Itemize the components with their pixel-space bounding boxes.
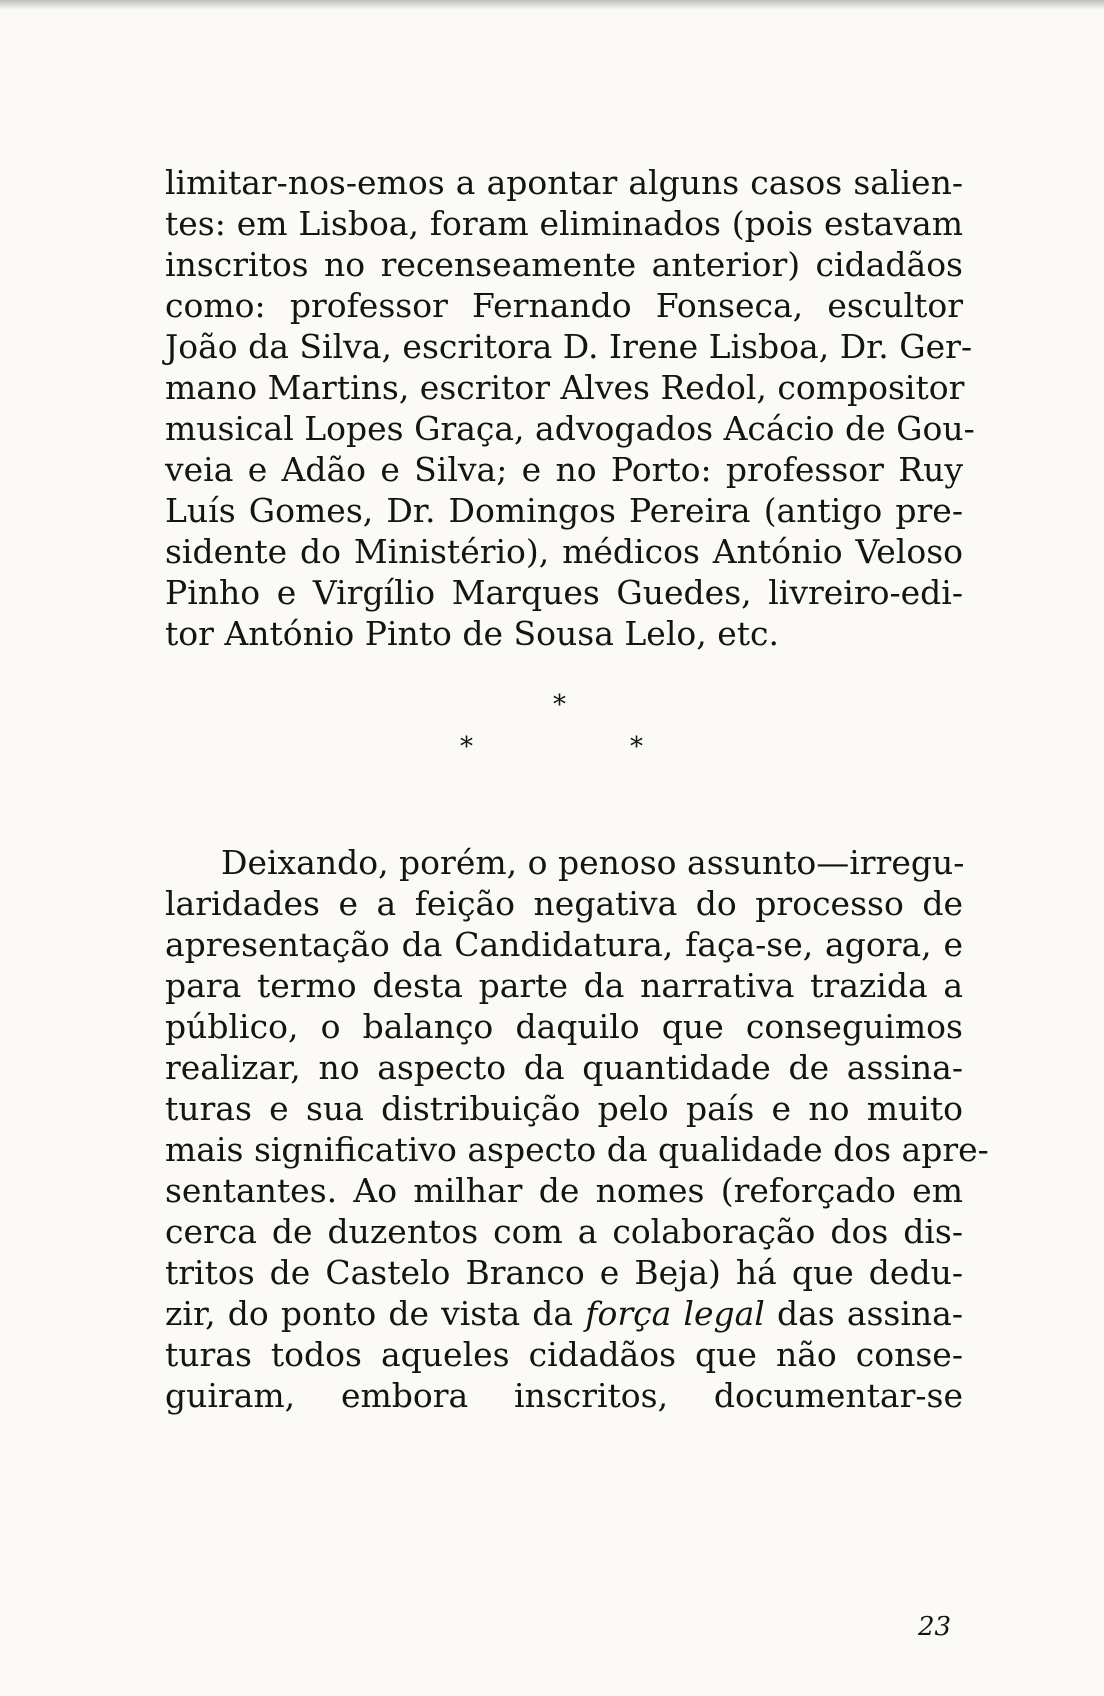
text-line: guiram, embora inscritos, documentar-se [165,1376,963,1415]
text-line: laridades e a feição negativa do processo de [165,884,963,923]
page-number: 23 [918,1612,952,1642]
text-line: musical Lopes Graça, advogados Acácio de Gou- [165,409,975,448]
text-line: Pinho e Virgílio Marques Guedes, livreiro-edi- [165,573,963,612]
page-top-edge [0,0,1104,10]
text-line: sidente do Ministério), médicos António Veloso [165,532,963,571]
text-line: turas todos aqueles cidadãos que não conse- [165,1335,963,1374]
text-line: mano Martins, escritor Alves Redol, compositor [165,368,965,407]
asterisk-icon: * [460,732,473,762]
asterisk-icon: * [630,732,643,762]
asterisk-icon: * [553,690,566,720]
text-fragment: zir, do ponto de vista da [165,1294,586,1333]
text-line-with-italic [165,1293,963,1334]
text-line: inscritos no recenseamente anterior) cidadãos [165,245,963,284]
text-line: tes: em Lisboa, foram eliminados (pois estavam [165,204,963,243]
text-line: Deixando, porém, o penoso assunto—irregu- [221,843,965,882]
text-line: João da Silva, escritora D. Irene Lisboa, Dr. Ger- [165,327,973,366]
paragraph-1 [165,162,975,654]
text-line: apresentação da Candidatura, faça-se, agora, e [165,925,963,964]
text-line: mais significativo aspecto da qualidade dos apre- [165,1130,989,1169]
text-line: sentantes. Ao milhar de nomes (reforçado em [165,1171,963,1210]
text-line: veia e Adão e Silva; e no Porto: professor Ruy [165,450,963,489]
paragraph-2 [165,842,989,1416]
text-line: limitar-nos-emos a apontar alguns casos salien- [165,163,963,202]
text-line: tor António Pinto de Sousa Lelo, etc. [165,614,779,653]
text-line: Luís Gomes, Dr. Domingos Pereira (antigo pre- [165,491,963,530]
text-fragment: das assina- [764,1294,963,1333]
text-line: realizar, no aspecto da quantidade de assina- [165,1048,963,1087]
text-line: cerca de duzentos com a colaboração dos dis- [165,1212,963,1251]
text-line: turas e sua distribuição pelo país e no muito [165,1089,963,1128]
text-line: tritos de Castelo Branco e Beja) há que dedu- [165,1253,963,1292]
text-line: para termo desta parte da narrativa trazida a [165,966,963,1005]
italic-emphasis: força legal [585,1294,765,1333]
text-line: público, o balanço daquilo que conseguimos [165,1007,963,1046]
book-page [165,162,989,1416]
text-line: como: professor Fernando Fonseca, escultor [165,286,963,325]
asterism-separator [165,692,963,842]
